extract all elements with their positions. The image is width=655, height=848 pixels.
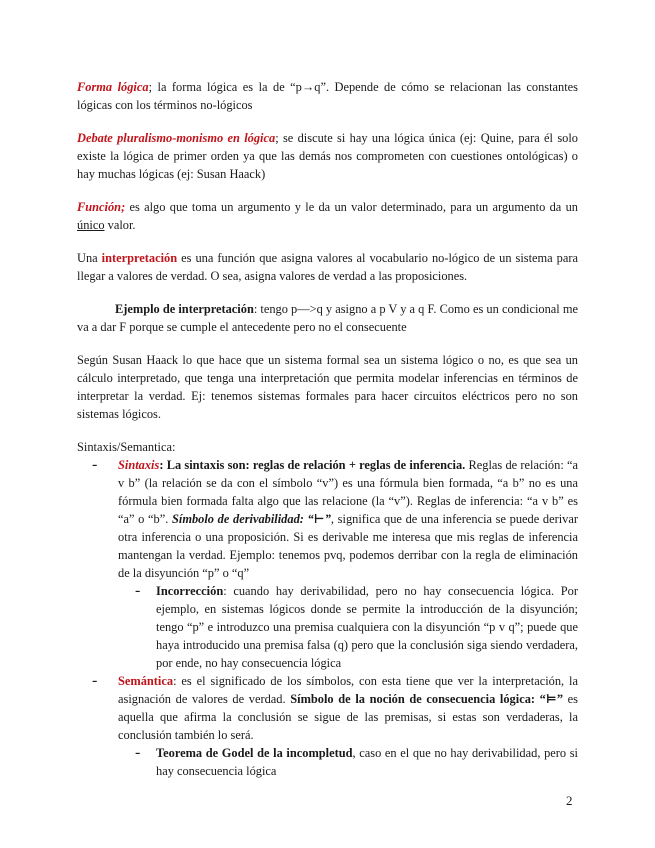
term-ejemplo: Ejemplo de interpretación (115, 302, 254, 316)
bullet-dash: - (92, 456, 98, 473)
bullet-dash: - (92, 672, 98, 689)
bullet-dash: - (135, 582, 141, 599)
paragraph-funcion: Función; es algo que toma un argumento y le da un valor determinado, para un argumento da un único valor. (77, 200, 578, 232)
underlined-word: único (77, 218, 105, 232)
list-subitem-incorreccion: - Incorrección: cuando hay derivabilidad, pero no hay consecuencia lógica. Por ejemplo, en sistemas lógicos donde se permite la introducción de la disyunción; tengo “p” e introduzco una premisa cualquiera con la disyunción “p v q”; puede que haya introducido una premisa falsa (q) pero que la conclusión siga siendo verdadera, por ende, no hay consecuencia lógica (135, 582, 578, 670)
term-semantica: Semántica (118, 674, 174, 688)
term-funcion: Función; (77, 200, 126, 214)
bullet-dash: - (135, 744, 141, 761)
document-page (77, 78, 578, 780)
section-heading: Sintaxis/Semantica: (77, 440, 176, 454)
derivability-symbol-label: Símbolo de derivabilidad: “⊢” (171, 512, 331, 526)
paragraph-debate: Debate pluralismo-monismo en lógica; se discute si hay una lógica única (ej: Quine, para él solo existe la lógica de primer orden ya que las demás nos comprometen con cuestiones ontológicas) o hay muchas lógicas (ej: Susan Haack) (77, 131, 578, 181)
term-interpretacion: interpretación (101, 251, 178, 265)
syntax-semantics-list (77, 456, 578, 780)
paragraph-ejemplo: Ejemplo de interpretación: tengo p—>q y asigno a p V y a q F. Como es un condicional me va a dar F porque se cumple el antecedente pero no el consecuente (77, 302, 578, 334)
term-godel: Teorema de Godel de la incompletud (156, 746, 353, 760)
term-forma-logica: Forma lógica (77, 80, 149, 94)
term-debate: Debate pluralismo-monismo en lógica (77, 131, 276, 145)
list-subitem-godel: - Teorema de Godel de la incompletud, caso en el que no hay derivabilidad, pero si hay consecuencia lógica (135, 744, 578, 778)
list-item-sintaxis: - Sintaxis: La sintaxis son: reglas de relación + reglas de inferencia. Reglas de relación: “a v b” (la relación se da con el símbolo “v”) es una fórmula bien formada, “a b” no es una fórmula bien formada falta algo que las relacione (la “v”). Reglas de inferencia: “a v b” es “a” o “b”. Símbolo de derivabilidad: “⊢”, significa que de una inferencia se puede derivar otra inferencia o una proposición. Si es derivable me interesa que mis reglas de inferencia mantengan la verdad. Ejemplo: tenemos pvq, podemos derribar con la regla de eliminación de la disyunción “p” o “q” - Incorrección: cuando hay derivabilidad, pero no hay consecuencia lógica. Por ejemplo, en sistemas lógicos donde se permite la introducción de la disyunción; tengo “p” e introduzco una premisa cualquiera con la disyunción “p v q”; puede que haya introducido una premisa falsa (q) pero que la conclusión siga siendo verdadera, por ende, no hay consecuencia lógica (77, 456, 578, 672)
term-incorreccion: Incorrección (156, 584, 224, 598)
paragraph-haack: Según Susan Haack lo que hace que un sistema formal sea un sistema lógico o no, es que sea un cálculo interpretado, que tenga una interpretación que permita modelar inferencias en términos de interpretar la verdad. Ej: tenemos sistemas formales para hacer circuitos eléctricos pero no son sistemas lógicos. (77, 353, 578, 421)
list-item-semantica: - Semántica: es el significado de los símbolos, con esta tiene que ver la interpretación, la asignación de valores de verdad. Símbolo de la noción de consecuencia lógica: “⊨” es aquella que afirma la conclusión se sigue de las premisas, si estas son verdaderas, la conclusión también lo será. - Teorema de Godel de la incompletud, caso en el que no hay derivabilidad, pero si hay consecuencia lógica (77, 672, 578, 780)
consequence-symbol-label: Símbolo de la noción de consecuencia lógica: “⊨” (290, 692, 564, 706)
paragraph-forma-logica: Forma lógica; la forma lógica es la de “p→q”. Depende de cómo se relacionan las constantes lógicas con los términos no-lógicos (77, 80, 579, 112)
page-number: 2 (566, 793, 573, 808)
term-sintaxis: Sintaxis (118, 458, 160, 472)
paragraph-interpretacion: Una interpretación es una función que asigna valores al vocabulario no-lógico de un sistema para llegar a valores de verdad. O sea, asigna valores de verdad a las proposiciones. (77, 251, 578, 283)
